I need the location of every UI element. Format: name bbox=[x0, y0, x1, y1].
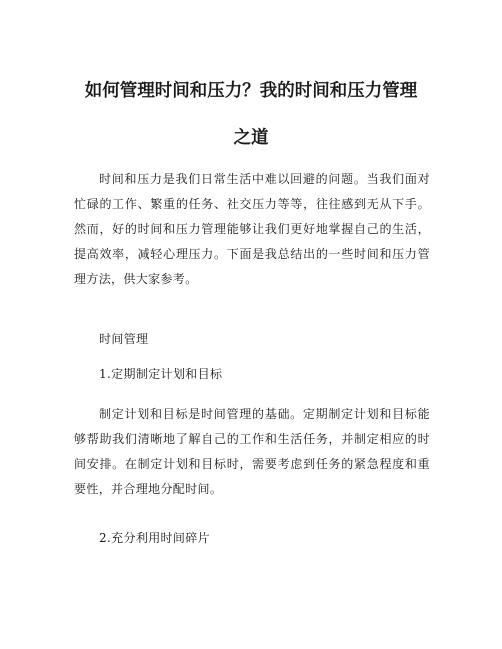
document-title-line-1: 如何管理时间和压力？我的时间和压力管理 bbox=[84, 81, 418, 101]
item-1-heading: 1.定期制定计划和目标 bbox=[99, 367, 223, 381]
intro-paragraph: 时间和压力是我们日常生活中难以回避的问题。当我们面对忙碌的工作、繁重的任务、社交压力等等，往往感到无从下手。然而，好的时间和压力管理能够让我们更好地掌握自己的生活，提高效率，减轻心理压力。下面是我总结出的一些时间和压力管理方法，供大家参考。 bbox=[74, 172, 430, 286]
item-1-paragraph: 制定计划和目标是时间管理的基础。定期制定计划和目标能够帮助我们清晰地了解自己的工作和生活任务，并制定相应的时间安排。在制定计划和目标时，需要考虑到任务的紧急程度和重要性，并合理地分配时间。 bbox=[74, 407, 430, 496]
section-heading-time-management: 时间管理 bbox=[99, 332, 149, 346]
item-2-heading: 2.充分利用时间碎片 bbox=[99, 531, 210, 545]
document-title-line-2: 之道 bbox=[233, 128, 269, 148]
